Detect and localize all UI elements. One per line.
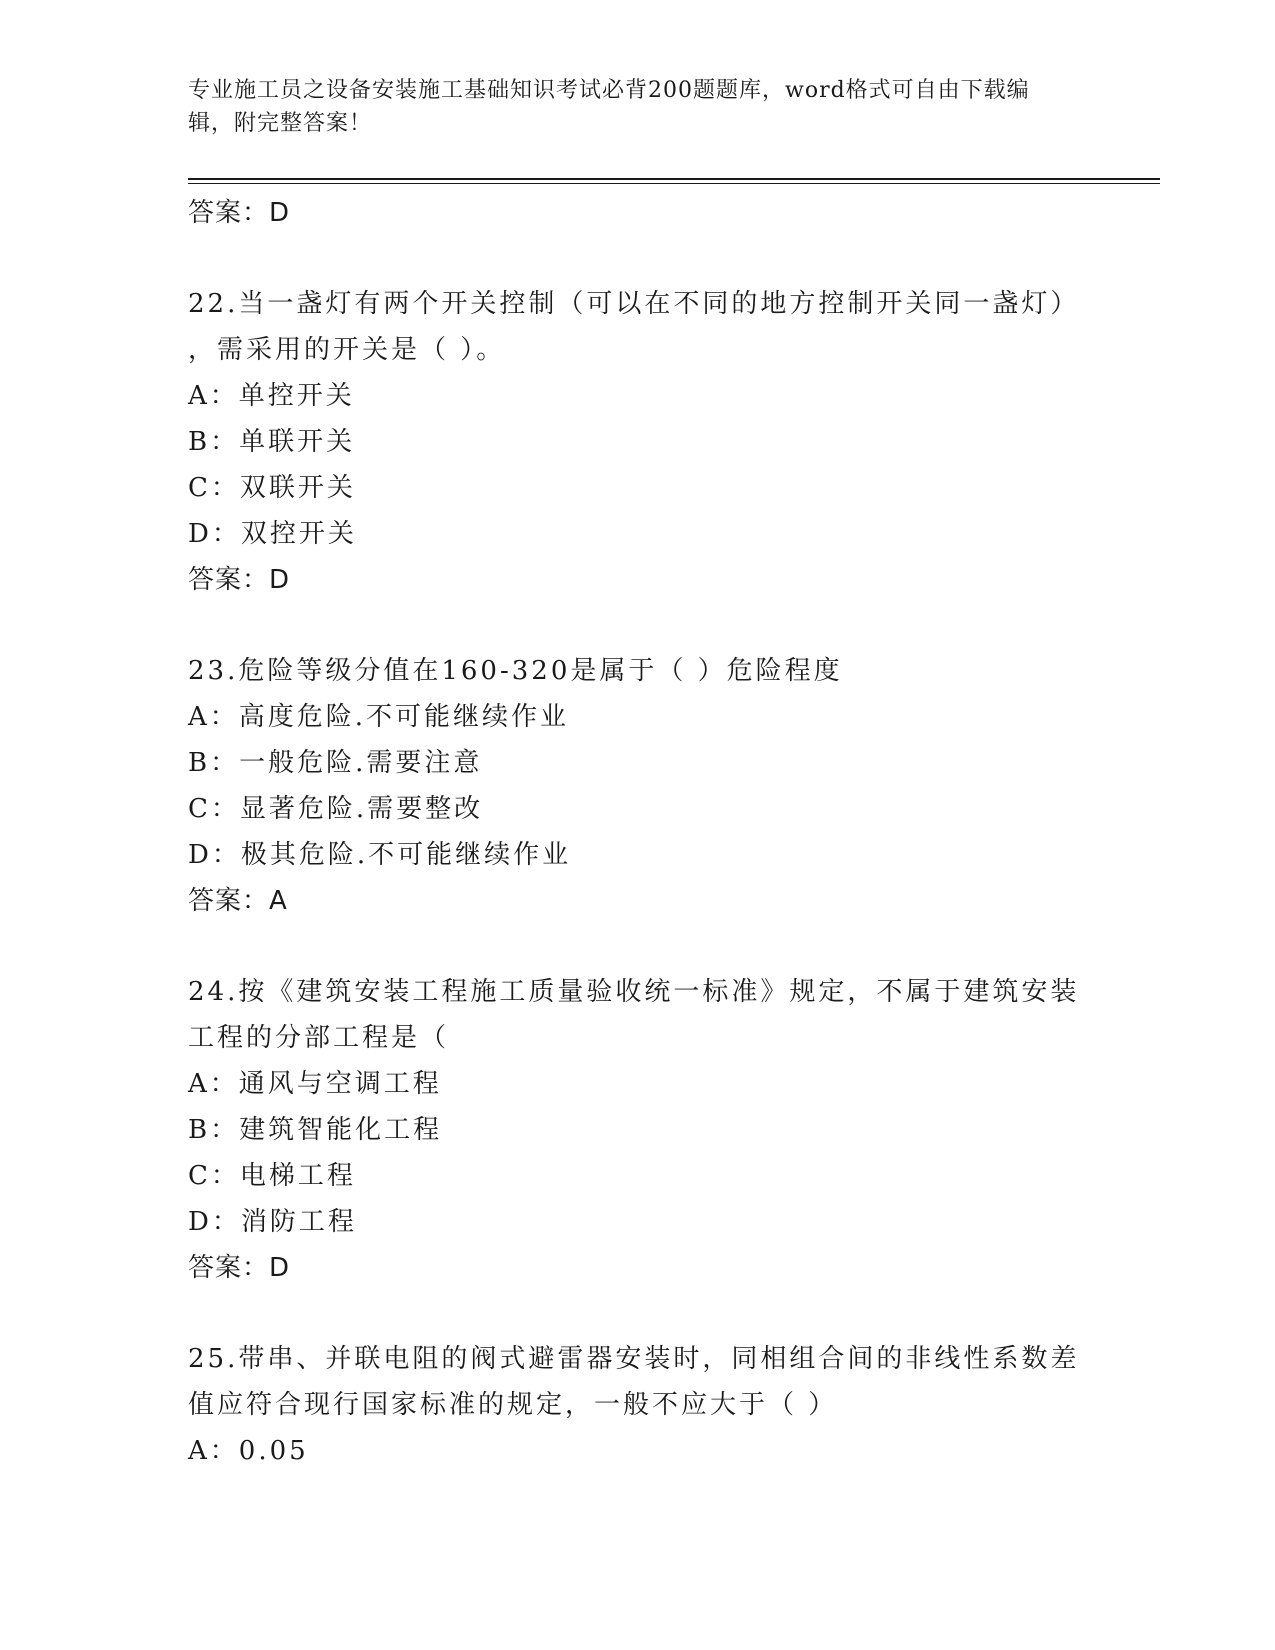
question-22	[188, 281, 1088, 603]
question-stem: 22.当一盏灯有两个开关控制（可以在不同的地方控制开关同一盏灯）	[188, 289, 1080, 319]
option-b: B：一般危险.需要注意	[188, 748, 483, 778]
option-d: D：极其危险.不可能继续作业	[188, 840, 572, 870]
question-stem: 24.按《建筑安装工程施工质量验收统一标准》规定，不属于建筑安装	[188, 977, 1080, 1007]
option-a: A：高度危险.不可能继续作业	[188, 702, 570, 732]
header-divider-thin	[188, 183, 1160, 184]
question-stem: 值应符合现行国家标准的规定，一般不应大于（ ）	[188, 1390, 838, 1420]
question-23	[188, 648, 1088, 924]
question-stem: 23.危险等级分值在160-320是属于（ ）危险程度	[188, 656, 843, 686]
option-d: D：消防工程	[188, 1207, 357, 1237]
document-header: 专业施工员之设备安装施工基础知识考试必背200题题库，word格式可自由下载编辑，附完整答案！	[188, 78, 1030, 136]
option-b: B：单联开关	[188, 427, 356, 457]
option-b: B：建筑智能化工程	[188, 1115, 443, 1145]
question-list	[188, 190, 1088, 1474]
option-a: A：通风与空调工程	[188, 1069, 442, 1099]
option-d: D：双控开关	[188, 519, 357, 549]
answer-line: 答案：A	[188, 886, 288, 916]
option-a: A：0.05	[188, 1436, 309, 1466]
option-a: A：单控开关	[188, 381, 355, 411]
option-c: C：显著危险.需要整改	[188, 794, 484, 824]
answer-line: 答案：D	[188, 1253, 291, 1283]
question-stem: ，需采用的开关是（ ）。	[188, 335, 506, 365]
answer-line: 答案：D	[188, 198, 291, 228]
answer-line: 答案：D	[188, 565, 291, 595]
header-divider-thick	[188, 178, 1160, 180]
question-stem: 工程的分部工程是（	[188, 1023, 450, 1053]
question-24	[188, 969, 1088, 1291]
question-25	[188, 1336, 1088, 1474]
option-c: C：电梯工程	[188, 1161, 356, 1191]
option-c: C：双联开关	[188, 473, 356, 503]
question-stem: 25.带串、并联电阻的阀式避雷器安装时，同相组合间的非线性系数差	[188, 1344, 1080, 1374]
